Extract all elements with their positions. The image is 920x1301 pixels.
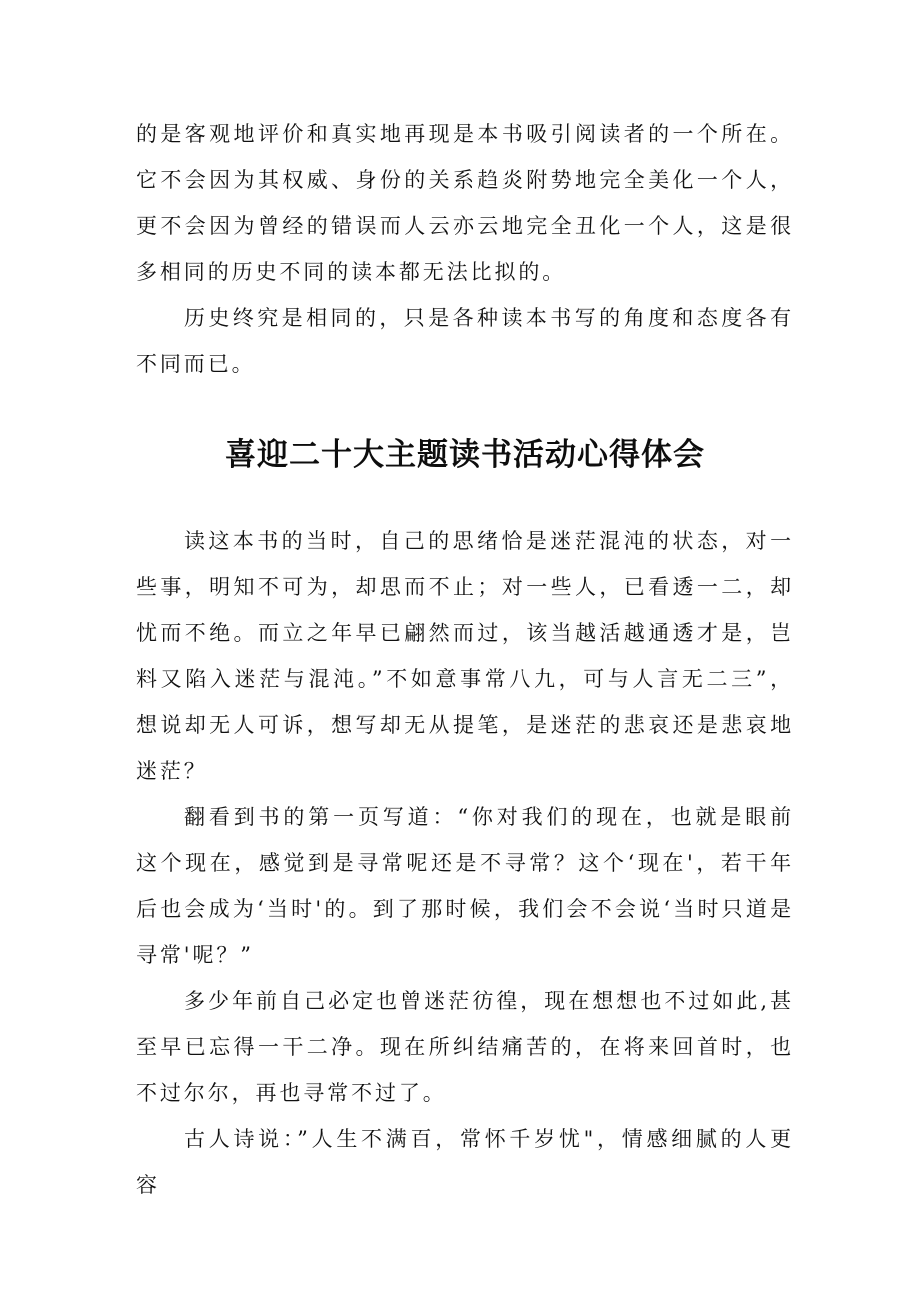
intro-paragraph-continuation: 的是客观地评价和真实地再现是本书吸引阅读者的一个所在。它不会因为其权威、身份的关系趋炎附势地完全美化一个人，更不会因为曾经的错误而人云亦云地完全丑化一个人，这是很多相同的历史不同的读本都无法比拟的。 xyxy=(136,122,794,284)
intro-paragraph: 历史终究是相同的，只是各种读本书写的角度和态度各有不同而已。 xyxy=(136,306,794,376)
body-paragraph: 多少年前自己必定也曾迷茫彷徨，现在想想也不过如此,甚至早已忘得一干二净。现在所纠结痛苦的，在将来回首时，也不过尔尔，再也寻常不过了。 xyxy=(136,989,794,1105)
body-paragraph: 翻看到书的第一页写道：“你对我们的现在，也就是眼前这个现在，感觉到是寻常呢还是不寻常？这个‘现在'，若干年后也会成为‘当时'的。到了那时候，我们会不会说‘当时只道是寻常'呢？” xyxy=(136,805,794,967)
body-paragraph: 读这本书的当时，自己的思绪恰是迷茫混沌的状态，对一些事，明知不可为，却思而不止；对一些人，已看透一二，却忧而不绝。而立之年早已翩然而过，该当越活越通透才是，岂料又陷入迷茫与混沌。”不如意事常八九，可与人言无二三”，想说却无人可诉，想写却无从提笔，是迷茫的悲哀还是悲哀地迷茫？ xyxy=(136,529,794,783)
body-paragraph: 古人诗说：”人生不满百，常怀千岁忧"，情感细腻的人更容 xyxy=(136,1127,794,1197)
document-content xyxy=(136,111,794,1208)
article-title: 喜迎二十大主题读书活动心得体会 xyxy=(225,437,705,473)
